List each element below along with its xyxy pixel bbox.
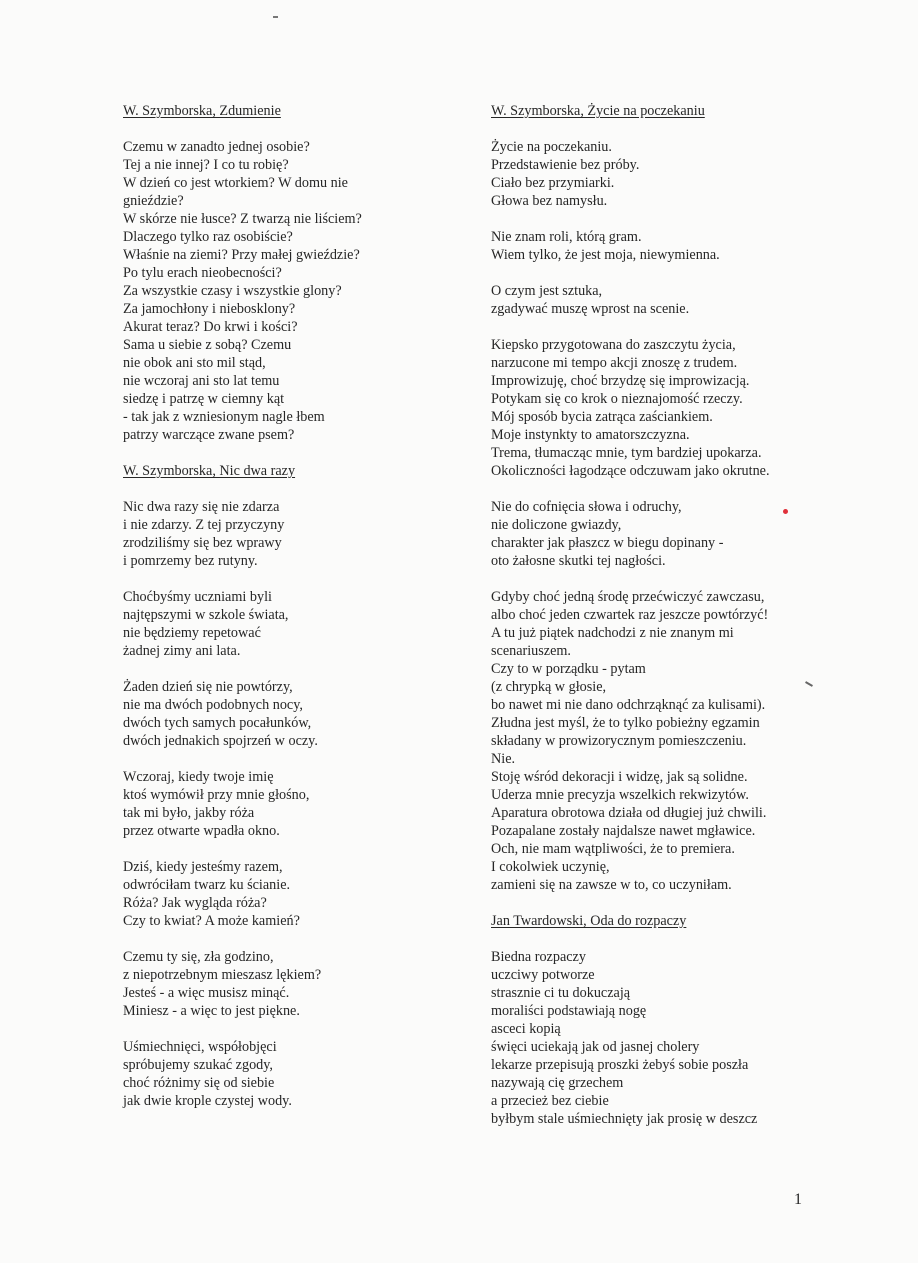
poem-line: strasznie ci tu dokuczają — [491, 985, 631, 1001]
poem-title: W. Szymborska, Zdumienie — [123, 103, 281, 119]
poem-line: byłbym stale uśmiechnięty jak prosię w deszcz — [491, 1111, 758, 1127]
poem-line: Właśnie na ziemi? Przy małej gwieździe? — [123, 247, 360, 263]
poem-line: Czy to w porządku - pytam — [491, 661, 646, 677]
poem-line: moraliści podstawiają nogę — [491, 1003, 647, 1019]
poem-line: Kiepsko przygotowana do zaszczytu życia, — [491, 337, 736, 353]
poem-line: lekarze przepisują proszki żebyś sobie poszła — [491, 1057, 749, 1073]
poem-line: Jesteś - a więc musisz minąć. — [123, 985, 290, 1001]
poem-line: dwóch tych samych pocałunków, — [123, 715, 312, 731]
stanza — [491, 228, 891, 264]
poem-line: Choćbyśmy uczniami byli — [123, 589, 272, 605]
poem-line: Pozapalane zostały najdalsze nawet mgławice. — [491, 823, 756, 839]
poem-line: Czy to kwiat? A może kamień? — [123, 913, 300, 929]
poem-line: Dziś, kiedy jesteśmy razem, — [123, 859, 283, 875]
scan-speck — [273, 16, 278, 18]
poem-line: Aparatura obrotowa działa od długiej już chwili. — [491, 805, 767, 821]
poem-line: (z chrypką w głosie, — [491, 679, 607, 695]
stanza — [123, 588, 453, 660]
poem-line: przez otwarte wpadła okno. — [123, 823, 280, 839]
poem-line: nie ma dwóch podobnych nocy, — [123, 697, 303, 713]
poem-line: Sama u siebie z sobą? Czemu — [123, 337, 292, 353]
stanza — [123, 858, 453, 930]
poem-line: święci uciekają jak od jasnej cholery — [491, 1039, 700, 1055]
poem-line: uczciwy potworze — [491, 967, 595, 983]
poem-line: Róża? Jak wygląda róża? — [123, 895, 267, 911]
stanza — [123, 498, 453, 570]
poem-line: nie wczoraj ani sto lat temu — [123, 373, 280, 389]
poem-line: Tej a nie innej? I co tu robię? — [123, 157, 289, 173]
poem-line: Nie do cofnięcia słowa i odruchy, — [491, 499, 682, 515]
stanza — [491, 336, 891, 480]
stanza — [491, 498, 891, 570]
left-column — [123, 102, 453, 1128]
stanza — [123, 948, 453, 1020]
poem-line: W dzień co jest wtorkiem? W domu nie — [123, 175, 348, 191]
poem-line: spróbujemy szukać zgody, — [123, 1057, 273, 1073]
poem-line: choć różnimy się od siebie — [123, 1075, 275, 1091]
poem-line: gnieździe? — [123, 193, 184, 209]
poem-line: Po tylu erach nieobecności? — [123, 265, 282, 281]
poem-line: Życie na poczekaniu. — [491, 139, 612, 155]
poem-line: Głowa bez namysłu. — [491, 193, 608, 209]
stanza — [123, 678, 453, 750]
poem-line: żadnej zimy ani lata. — [123, 643, 241, 659]
poem-line: Nie. — [491, 751, 516, 767]
poem-line: ktoś wymówił przy mnie głośno, — [123, 787, 310, 803]
poem-line: Żaden dzień się nie powtórzy, — [123, 679, 293, 695]
poem-line: charakter jak płaszcz w biegu dopinany - — [491, 535, 724, 551]
poem-title: W. Szymborska, Życie na poczekaniu — [491, 103, 705, 119]
poem-line: I cokolwiek uczynię, — [491, 859, 610, 875]
poem-line: Złudna jest myśl, że to tylko pobieżny egzamin — [491, 715, 760, 731]
poem-line: odwróciłam twarz ku ścianie. — [123, 877, 291, 893]
poem-line: patrzy warczące zwane psem? — [123, 427, 295, 443]
poem-line: Gdyby choć jedną środę przećwiczyć zawczasu, — [491, 589, 765, 605]
poem-line: Ciało bez przymiarki. — [491, 175, 615, 191]
poem-title: Jan Twardowski, Oda do rozpaczy — [491, 913, 687, 929]
poem-line: bo nawet mi nie dano odchrząknąć za kulisami). — [491, 697, 766, 713]
poem-line: Za wszystkie czasy i wszystkie glony? — [123, 283, 342, 299]
poem-line: asceci kopią — [491, 1021, 561, 1037]
poem-line: narzucone mi tempo akcji znoszę z trudem. — [491, 355, 738, 371]
stanza — [491, 948, 891, 1128]
poem-line: oto żałosne skutki tej nagłości. — [491, 553, 666, 569]
poem-line: Wczoraj, kiedy twoje imię — [123, 769, 274, 785]
poem-line: jak dwie krople czystej wody. — [123, 1093, 292, 1109]
poem-title: W. Szymborska, Nic dwa razy — [123, 463, 296, 479]
stanza — [123, 138, 453, 444]
poem-line: i pomrzemy bez rutyny. — [123, 553, 258, 569]
stanza — [491, 588, 891, 894]
poem-line: Miniesz - a więc to jest piękne. — [123, 1003, 300, 1019]
right-column — [491, 102, 891, 1146]
poem-line: a przecież bez ciebie — [491, 1093, 609, 1109]
poem-line: Za jamochłony i niebosklony? — [123, 301, 296, 317]
poem-line: tak mi było, jakby róża — [123, 805, 255, 821]
stanza — [123, 768, 453, 840]
poem-line: O czym jest sztuka, — [491, 283, 603, 299]
poem-line: Czemu w zanadto jednej osobie? — [123, 139, 310, 155]
poem-line: zrodziliśmy się bez wprawy — [123, 535, 282, 551]
poem-line: Akurat teraz? Do krwi i kości? — [123, 319, 298, 335]
poem-line: Nie znam roli, którą gram. — [491, 229, 642, 245]
poem-line: albo choć jeden czwartek raz jeszcze powtórzyć! — [491, 607, 769, 623]
poem-line: Moje instynkty to amatorszczyzna. — [491, 427, 690, 443]
poem-line: Przedstawienie bez próby. — [491, 157, 640, 173]
poem-line: dwóch jednakich spojrzeń w oczy. — [123, 733, 318, 749]
poem-line: z niepotrzebnym mieszasz lękiem? — [123, 967, 322, 983]
poem-line: najtępszymi w szkole świata, — [123, 607, 289, 623]
poem-line: W skórze nie łusce? Z twarzą nie liściem? — [123, 211, 362, 227]
poem-line: Czemu ty się, zła godzino, — [123, 949, 274, 965]
poem-line: Uśmiechnięci, współobjęci — [123, 1039, 277, 1055]
poem-line: zamieni się na zawsze w to, co uczyniłam. — [491, 877, 732, 893]
poem-line: nie obok ani sto mil stąd, — [123, 355, 266, 371]
poem-line: nazywają cię grzechem — [491, 1075, 624, 1091]
poem-line: Okoliczności łagodzące odczuwam jako okrutne. — [491, 463, 770, 479]
poem-line: zgadywać muszę wprost na scenie. — [491, 301, 690, 317]
poem-line: Improwizuję, choć brzydzę się improwizacją. — [491, 373, 750, 389]
poem-line: Uderza mnie precyzja wszelkich rekwizytów. — [491, 787, 749, 803]
poem-line: Trema, tłumacząc mnie, tym bardziej upokarza. — [491, 445, 762, 461]
poem-line: nie będziemy repetować — [123, 625, 261, 641]
poem-line: Wiem tylko, że jest moja, niewymienna. — [491, 247, 720, 263]
poem-line: nie doliczone gwiazdy, — [491, 517, 622, 533]
poem-line: - tak jak z wzniesionym nagle łbem — [123, 409, 325, 425]
poem-line: i nie zdarzy. Z tej przyczyny — [123, 517, 285, 533]
stanza — [491, 282, 891, 318]
poem-line: Dlaczego tylko raz osobiście? — [123, 229, 293, 245]
poem-line: scenariuszem. — [491, 643, 571, 659]
stanza — [491, 138, 891, 210]
poem-line: Potykam się co krok o nieznajomość rzeczy. — [491, 391, 743, 407]
poem-line: Och, nie mam wątpliwości, że to premiera. — [491, 841, 735, 857]
poem-line: Biedna rozpaczy — [491, 949, 586, 965]
page-number: 1 — [794, 1191, 802, 1208]
poem-line: Mój sposób bycia zatrąca zaściankiem. — [491, 409, 713, 425]
stanza — [123, 1038, 453, 1110]
poem-line: Stoję wśród dekoracji i widzę, jak są solidne. — [491, 769, 748, 785]
poem-line: A tu już piątek nadchodzi z nie znanym mi — [491, 625, 734, 641]
poem-line: Nic dwa razy się nie zdarza — [123, 499, 280, 515]
poem-line: siedzę i patrzę w ciemny kąt — [123, 391, 285, 407]
poem-line: składany w prowizorycznym pomieszczeniu. — [491, 733, 747, 749]
